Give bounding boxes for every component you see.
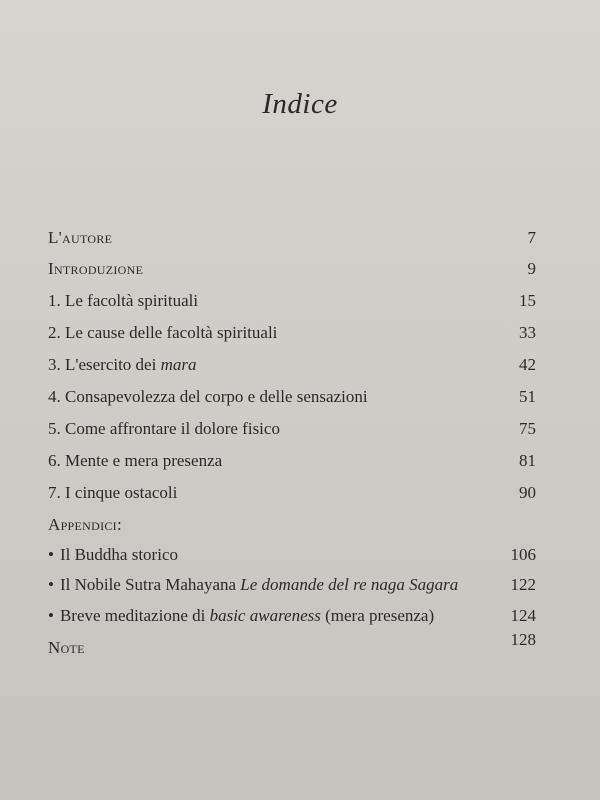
toc-entry-label: Note [48, 638, 85, 657]
toc-entry-page: 122 [510, 575, 536, 594]
toc-entry-label: 2. Le cause delle facoltà spirituali [48, 323, 278, 342]
toc-entry-label-text: Il Nobile Sutra Mahayana [59, 575, 241, 594]
toc-entry-page: 128 [510, 630, 536, 649]
toc-entry-page: 7 [527, 228, 536, 247]
toc-entry-label [48, 355, 196, 375]
toc-entry-label-text: 3. L'esercito dei [48, 355, 161, 374]
bullet-icon: • [48, 606, 54, 625]
toc-entry-chapter-4 [48, 387, 536, 411]
bullet-icon: • [48, 575, 54, 594]
toc-entry-page: 124 [510, 606, 536, 625]
toc-entry-introduzione [48, 259, 536, 283]
toc-entry-autore [48, 228, 536, 252]
toc-entry-note [48, 630, 536, 662]
toc-entry-page: 33 [519, 323, 536, 342]
toc-entry-label-text: Breve meditazione di [59, 606, 210, 625]
toc-entry-chapter-5 [48, 419, 536, 443]
toc-entry-page: 15 [519, 291, 536, 310]
toc-entry-label: L'autore [48, 228, 113, 247]
toc-entry-label-text: (mera presenza) [320, 606, 435, 625]
toc-appendix-sutra [48, 575, 536, 599]
toc-entry-chapter-6 [48, 451, 536, 475]
toc-entry-label: 4. Consapevolezza del corpo e delle sensazioni [48, 387, 368, 406]
toc-entry-label: 1. Le facoltà spirituali [48, 291, 199, 310]
toc-entry-label-italic: mara [160, 355, 197, 374]
toc-entry-label [48, 606, 434, 626]
toc-entry-page: 42 [519, 355, 536, 374]
toc-entry-label: 6. Mente e mera presenza [48, 451, 223, 470]
toc-entry-label: Introduzione [48, 259, 144, 278]
toc-entry-label-text: Il Buddha storico [59, 545, 178, 564]
toc-entry-label: 5. Come affrontare il dolore fisico [48, 419, 280, 438]
toc-entry-chapter-1 [48, 291, 536, 315]
toc-entry-label-italic: basic awareness [209, 606, 321, 625]
toc-entry-page: 75 [519, 419, 536, 438]
page-title: Indice [262, 88, 338, 120]
toc-appendix-buddha [48, 545, 536, 569]
toc-entry-label [48, 545, 178, 565]
toc-entry-page: 90 [519, 483, 536, 502]
appendici-heading: Appendici: [48, 515, 123, 534]
toc-entry-label [48, 575, 458, 595]
toc-entry-label: 7. I cinque ostacoli [48, 483, 178, 502]
toc-entry-page: 9 [527, 259, 536, 278]
toc-entry-chapter-2 [48, 323, 536, 347]
toc-entry-chapter-3 [48, 355, 536, 379]
toc-appendix-meditazione [48, 606, 536, 630]
toc-entry-label-italic: Le domande del re naga Sagara [240, 575, 459, 594]
bullet-icon: • [48, 545, 54, 564]
toc-entry-page: 106 [510, 545, 536, 564]
toc-entry-chapter-7 [48, 483, 536, 507]
toc-entry-page: 81 [519, 451, 536, 470]
toc-entry-page: 51 [519, 387, 536, 406]
